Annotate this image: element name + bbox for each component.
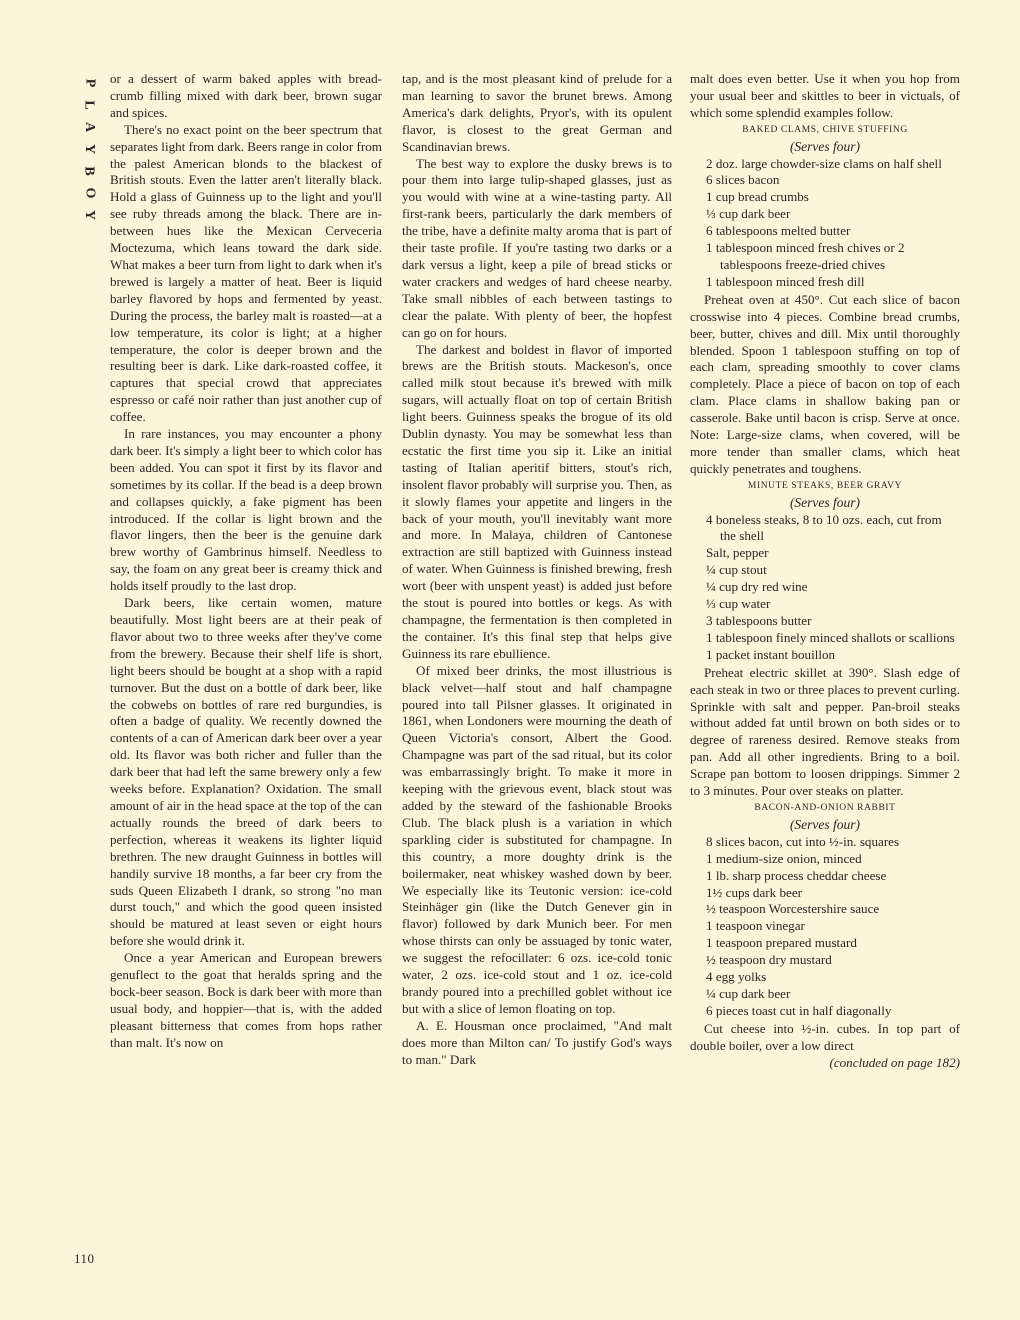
recipe-title: BAKED CLAMS, CHIVE STUFFING [742, 124, 908, 135]
page-number: 110 [74, 1251, 95, 1266]
recipe [690, 122, 960, 478]
brand-letter: Y [82, 209, 97, 221]
column-2 [402, 71, 672, 1068]
ingredient: 1½ cups dark beer [706, 884, 802, 900]
paragraph: The best way to explore the dusky brews is to pour them into large tulip-shaped glasses, just as you would with wine at a wine-tasting party. All first-rank beers, particularly the dark members of the tribe, have a definite malty aroma that is part of their taste profile. If you're tasting two darks or a dark versus a light, keep a pile of bread sticks or water crackers and wedges of hard cheese nearby. Take small nibbles of each between tastings to clear the palate. With plenty of beer, the hopfest can go on for hours. [402, 155, 672, 340]
recipe-list [690, 122, 960, 1055]
ingredient: ½ teaspoon dry mustard [706, 952, 832, 968]
paragraph: The darkest and boldest in flavor of imported brews are the British stouts. Mackeson's, once called milk stout because it's brewed with milk sugars, will actually float on top of certain British light beers. Guinness speaks the brogue of its old Dublin dynasty. You may be somewhat less than ecstatic the first time you sip it. Like an initial tasting of Italian aperitif bitters, stout's rich, insolent flavor probably will surprise you. Then, as it slowly flames your appetite and lingers in the back of your mouth, you'll inevitably want more and more. In Malaya, children of Cantonese extraction are still baptized with Guinness instead of water. When Guinness is finished brewing, fresh wort (beer with unspent yeast) is added just before the stout is poured into bottles or kegs. As with champagne, the fermentation is then completed in the container. It's this final step that helps give Guinness its rare ebullience. [402, 341, 672, 661]
paragraph: Dark beers, like certain women, mature beautifully. Most light beers are at their peak of flavor about two to three weeks after they've come from the brewery. Because their shelf life is short, light beers should be bought at a shop with a rapid turnover. But the dust on a bottle of dark beer, like the cobwebs on bottles of rare red burgundies, is often a badge of quality. We recently downed the contents of a can of American dark beer over a year old. Its flavor was both richer and fuller than the dark beer that had left the same brewery only a few weeks before. Explanation? Oxidation. The small amount of air in the head space at the top of the can actually rounds the breed of dark beers to perfection, whereas it weakens its lighter liquid brethren. The new draught Guinness in bottles will handily survive 18 months, a far beer cry from the suds Queen Elizabeth I drank, so strong "no man durst touch," and which the good queen insisted should be matured at least seven or eight hours before she would drink it. [110, 595, 382, 949]
ingredient: 1 tablespoon finely minced shallots or scallions [706, 629, 955, 645]
paragraph: There's no exact point on the beer spectrum that separates light from dark. Beers range in color from the palest American blonds to the blackest of British stouts. Even the latter aren't literally black. Hold a glass of Guinness up to the light and you'll see ruby threads among the black. There are in-between hues like the Mexican Cerveceria Moctezuma, which leans toward the dark side. What makes a beer turn from light to dark when it's brewed is largely a matter of heat. Beer is liquid barley flavored by hops and fermented by yeast. During the process, the barley malt is roasted—at a low temperature, its color is light; at a higher temperature, the color is deeper brown and the resulting beer is dark. Like dark-roasted coffee, it captures that special crowd that appreciates espresso or café noir rather than just another cup of coffee. [110, 121, 382, 425]
ingredient: 4 boneless steaks, 8 to 10 ozs. each, cut from the shell [706, 511, 942, 544]
ingredient: 1 tablespoon minced fresh chives or 2 tablespoons freeze-dried chives [706, 240, 905, 272]
recipe-serves: (Serves four) [789, 494, 861, 510]
recipe-method: Cut cheese into ½-in. cubes. In top part of double boiler, over a low direct [690, 1020, 960, 1053]
brand-letter: A [82, 121, 97, 133]
column-3 [690, 71, 960, 1071]
ingredient: Salt, pepper [706, 545, 769, 561]
paragraph: A. E. Housman once proclaimed, "And malt does more than Milton can/ To justify God's ways to man." Dark [402, 1017, 672, 1067]
ingredient: ⅓ cup dark beer [706, 206, 791, 222]
ingredient: 4 egg yolks [706, 969, 767, 985]
paragraph: Once a year American and European brewers genuflect to the goat that heralds spring and the bock-beer season. Bock is dark beer with more than usual body, and hoppier—that is, with the added pleasant bitterness that comes from hops rather than malt. It's now on [110, 950, 382, 1050]
ingredient: ⅓ cup water [706, 596, 771, 612]
ingredient: 3 tablespoons butter [706, 613, 812, 628]
brand-letter: O [81, 187, 97, 199]
brand-letter: L [82, 100, 97, 110]
ingredient: 6 tablespoons melted butter [706, 223, 851, 239]
ingredient: 2 doz. large chowder-size clams on half shell [706, 155, 942, 171]
ingredient: 6 pieces toast cut in half diagonally [706, 1002, 892, 1018]
playboy-logo-vertical [80, 72, 98, 226]
brand-letter: Y [82, 143, 97, 155]
ingredient-list [690, 512, 960, 664]
ingredient: 8 slices bacon, cut into ½-in. squares [706, 833, 900, 849]
ingredient: 1 cup bread crumbs [706, 189, 809, 205]
paragraph: or a dessert of warm baked apples with bread-crumb filling mixed with dark beer, brown sugar and spices. [110, 71, 382, 120]
paragraph: Of mixed beer drinks, the most illustrious is black velvet—half stout and half champagne poured into tall Pilsner glasses. It originated in 1861, when Londoners were mourning the death of Queen Victoria's consort, Albert the Good. Champagne was part of the sad ritual, but its color was embarrassingly bright. To make it more in keeping with the grievous event, black stout was added by the steward of the fashionable Brooks Club. The black plush is a variation in which sparkling cider is substituted for champagne. In this country, a more doughty drink is the boilermaker, neat whiskey washed down by beer. We especially like its Teutonic version: ice-cold Steinhäger gin (like the Dutch Genever gin in flavor) followed by dark Munich beer. For men whose thirsts can only be assuaged by tonic water, we suggest the refocillater: 6 ozs. ice-cold tonic water, 2 ozs. ice-cold stout and 1 oz. ice-cold brandy poured into a prechilled goblet without ice but with a slice of lemon floating on top. [402, 662, 672, 1016]
recipe-serves: (Serves four) [789, 138, 861, 154]
paragraph: tap, and is the most pleasant kind of prelude for a man learning to savor the brunet brews. Among America's dark delights, Pryor's, with its opulent flavor, is closest to the great German and Scandinavian brews. [402, 71, 672, 154]
recipes-intro: malt does even better. Use it when you hop from your usual beer and skittles to beer in victuals, of which some splendid examples follow. [690, 71, 960, 120]
ingredient: ¼ cup dark beer [706, 985, 791, 1001]
recipe-title: MINUTE STEAKS, BEER GRAVY [747, 480, 903, 491]
continuation-note: (concluded on page 182) [829, 1054, 960, 1070]
ingredient: ½ teaspoon Worcestershire sauce [706, 901, 880, 917]
ingredient: 1 medium-size onion, minced [706, 850, 862, 866]
ingredient: 1 tablespoon minced fresh dill [706, 273, 865, 289]
ingredient: 1 teaspoon vinegar [706, 918, 805, 934]
recipe-method: Preheat electric skillet at 390°. Slash edge of each steak in two or three places to prevent curling. Sprinkle with salt and pepper. Pan-broil steaks without added fat until brown on both sides or to degree of rareness desired. Remove steaks from pan. Add all other ingredients. Bring to a boil. Scrape pan bottom to loosen drippings. Simmer 2 to 3 minutes. Pour over steaks on platter. [690, 664, 960, 799]
ingredient: 1 packet instant bouillon [706, 646, 836, 662]
brand-letter: P [82, 78, 97, 88]
recipe-title: BACON-AND-ONION RABBIT [754, 802, 896, 813]
column-1 [110, 71, 382, 1052]
ingredient: ¼ cup dry red wine [706, 579, 808, 595]
paragraph: In rare instances, you may encounter a phony dark beer. It's simply a light beer to which color has been added. You can spot it first by its flavor and sometimes by its collar. If the bead is a deep brown and collapses quickly, a fake pigment has been introduced. If the collar is light brown and the flavor lingers, then the beer is the genuine dark brew worthy of Gambrinus himself. Needless to say, the foam on any great beer is creamy thick and holds itself proudly to the last drop. [110, 426, 382, 594]
ingredient: 6 slices bacon [706, 172, 780, 188]
brand-letter: B [82, 166, 97, 176]
ingredient: ¼ cup stout [706, 562, 767, 578]
recipe-serves: (Serves four) [789, 816, 861, 832]
recipe [690, 478, 960, 800]
recipe-method: Preheat oven at 450°. Cut each slice of bacon crosswise into 4 pieces. Combine bread crumbs, beer, butter, chives and dill. Mix until thoroughly blended. Spoon 1 tablespoon stuffing on top of each clam, spreading smoothly to cover clams completely. Place a piece of bacon on top of each clam. Place clams in shallow baking pan or casserole. Bake until bacon is crisp. Serve at once. Note: Large-size clams, when covered, will be more tender than smaller clams, which heat quickly penetrates and toughens. [690, 291, 960, 476]
recipe [690, 800, 960, 1055]
ingredient-list [690, 834, 960, 1020]
ingredient: 1 lb. sharp process cheddar cheese [706, 867, 887, 883]
ingredient-list [690, 156, 960, 291]
ingredient: 1 teaspoon prepared mustard [706, 935, 857, 951]
